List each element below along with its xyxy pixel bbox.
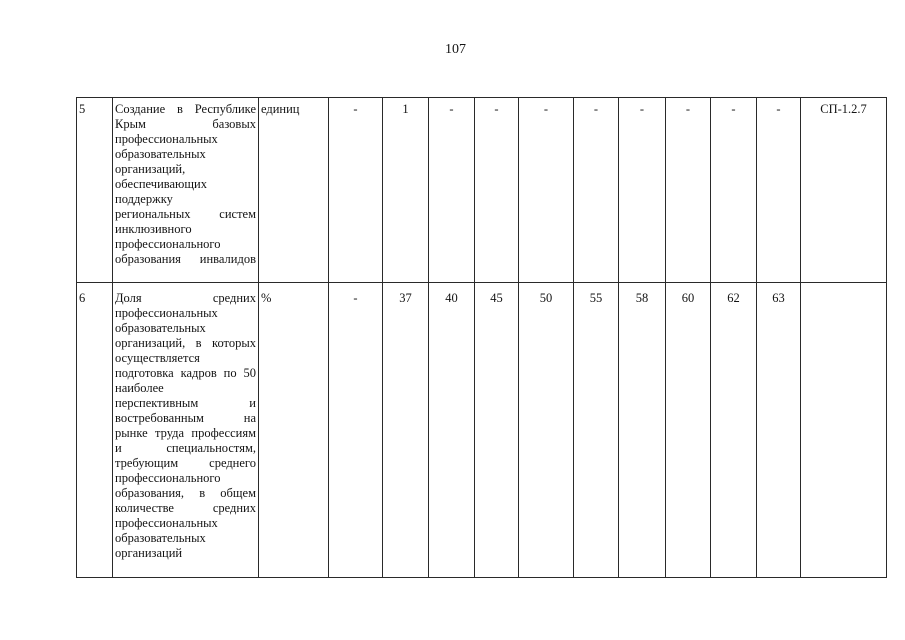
value-cell-8: 60 (666, 283, 711, 578)
description-line: образовательных (115, 321, 206, 335)
description-line: наиболее (115, 381, 164, 395)
table-row (77, 98, 887, 283)
description-line: образования, в общем (115, 486, 256, 500)
description-line: организаций, в которых (115, 336, 256, 350)
description-line: организаций, (115, 162, 186, 176)
value-cell-9: 62 (711, 283, 757, 578)
value-cell-7: 58 (619, 283, 666, 578)
value-cell-5: 50 (519, 283, 574, 578)
value-cell-6: - (574, 98, 619, 283)
value-cell-1: - (329, 98, 383, 283)
indicator-table-body (77, 98, 887, 578)
description-line: обеспечивающих (115, 177, 207, 191)
description-line: количестве средних (115, 501, 256, 515)
description-line: региональных систем (115, 207, 256, 221)
value-cell-9: - (711, 98, 757, 283)
description-line: осуществляется (115, 351, 200, 365)
page-number: 107 (445, 42, 466, 57)
description-line: профессиональных (115, 132, 218, 146)
description-line: востребованным на (115, 411, 256, 425)
description-line: образовательных (115, 531, 206, 545)
description-line: профессионального (115, 471, 221, 485)
description-line: Создание в Республике (115, 102, 256, 116)
description-line: рынке труда профессиям (115, 426, 256, 440)
description-line: перспективным и (115, 396, 256, 410)
description-line: поддержку (115, 192, 173, 206)
unit-cell: единиц (259, 98, 329, 283)
description-line: образовательных (115, 147, 206, 161)
value-cell-5: - (519, 98, 574, 283)
table-row (77, 283, 887, 578)
description-line: организаций (115, 546, 183, 560)
indicator-description-cell (113, 283, 259, 578)
description-line: инклюзивного (115, 222, 192, 236)
source-cell: СП-1.2.7 (801, 98, 887, 283)
unit-cell: % (259, 283, 329, 578)
value-cell-3: - (429, 98, 475, 283)
value-cell-8: - (666, 98, 711, 283)
description-line: образования инвалидов (115, 252, 256, 266)
value-cell-4: 45 (475, 283, 519, 578)
value-cell-3: 40 (429, 283, 475, 578)
indicator-description-cell (113, 98, 259, 283)
value-cell-4: - (475, 98, 519, 283)
row-index-cell: 5 (77, 98, 113, 283)
description-line: профессиональных (115, 516, 218, 530)
description-line: Крым базовых (115, 117, 256, 131)
value-cell-10: - (757, 98, 801, 283)
value-cell-1: - (329, 283, 383, 578)
value-cell-7: - (619, 98, 666, 283)
indicator-table (76, 97, 887, 578)
value-cell-2: 1 (383, 98, 429, 283)
value-cell-10: 63 (757, 283, 801, 578)
row-index-cell: 6 (77, 283, 113, 578)
description-line: профессиональных (115, 306, 218, 320)
source-cell (801, 283, 887, 578)
value-cell-6: 55 (574, 283, 619, 578)
description-line: и специальностям, (115, 441, 256, 455)
description-line: требующим среднего (115, 456, 256, 470)
description-line: профессионального (115, 237, 221, 251)
description-line: подготовка кадров по 50 (115, 366, 256, 380)
value-cell-2: 37 (383, 283, 429, 578)
description-line: Доля средних (115, 291, 256, 305)
